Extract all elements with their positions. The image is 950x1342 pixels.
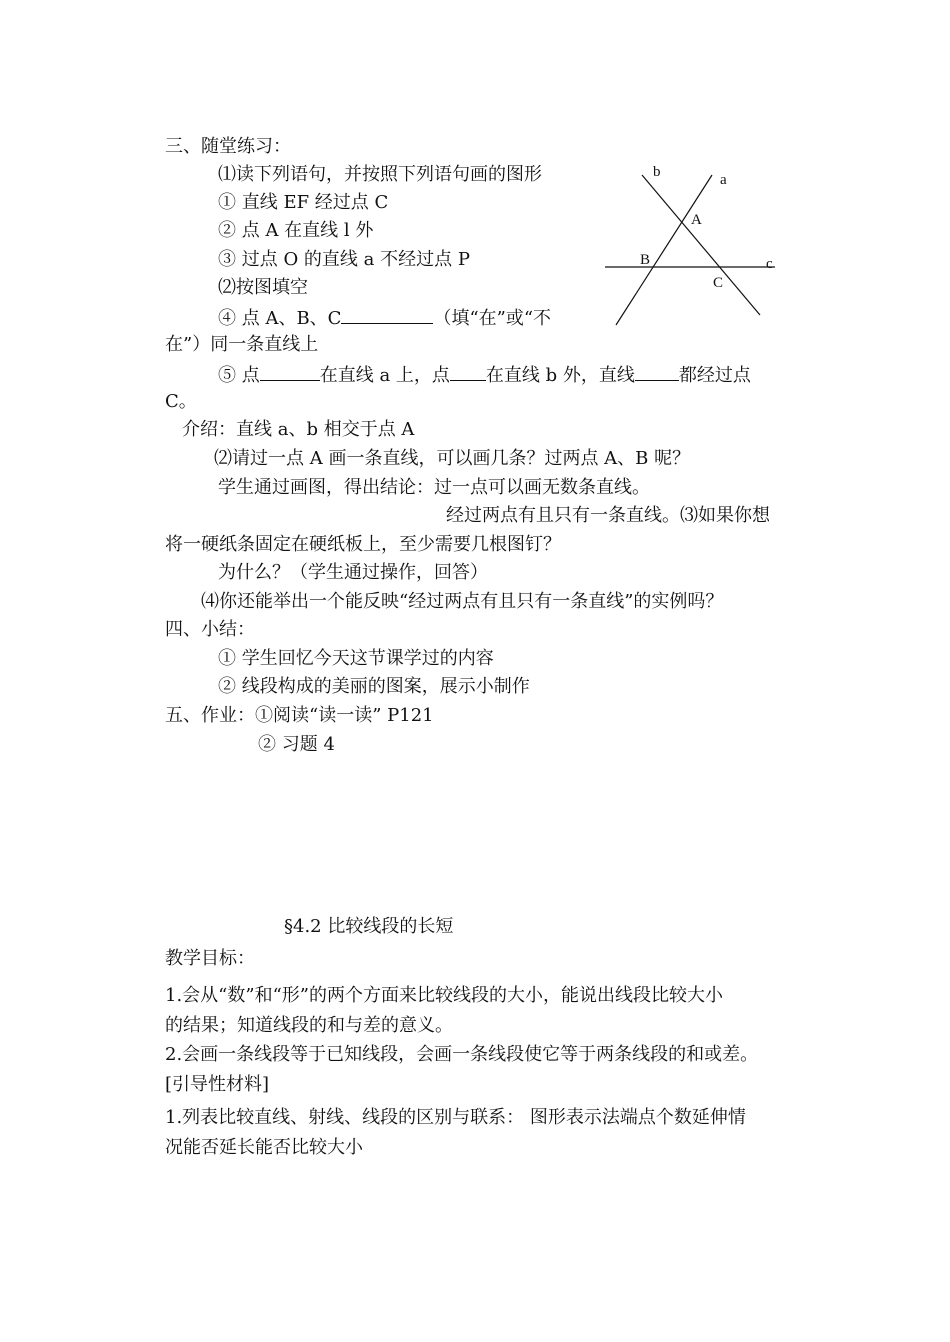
summary-item-1: ① 学生回忆今天这节课学过的内容: [218, 648, 494, 669]
exercise-2-prompt: ⑵按图填空: [218, 277, 308, 298]
goal-1-continued: 的结果；知道线段的和与差的意义。: [165, 1015, 453, 1036]
line-b: [642, 175, 760, 315]
item-5-text-2: 在直线 a 上，点: [319, 365, 450, 386]
material-1: 1.列表比较直线、射线、线段的区别与联系： 图形表示法端点个数延伸情: [165, 1107, 746, 1128]
intro-line-3: 学生通过画图，得出结论：过一点可以画无数条直线。: [218, 477, 650, 498]
homework-line-1: 五、作业：①阅读“读一读” P121: [165, 705, 434, 726]
exercise-2-item-5: [218, 362, 751, 388]
label-a: a: [720, 172, 727, 188]
section-4-heading: 四、小结：: [165, 619, 255, 640]
exercise-2-item-4: [218, 305, 551, 331]
answer-blank: [260, 362, 320, 381]
goal-1: 1.会从“数”和“形”的两个方面来比较线段的大小，能说出线段比较大小: [165, 985, 723, 1006]
intro-line-2: ⑵请过一点 A 画一条直线，可以画几条？过两点 A、B 呢？: [214, 448, 691, 469]
goal-2: 2.会画一条线段等于已知线段，会画一条线段使它等于两条线段的和或差。: [165, 1044, 759, 1065]
exercise-1-item-1: ① 直线 EF 经过点 C: [218, 192, 389, 213]
label-A: A: [691, 212, 702, 228]
exercise-2-item-4-hint: （填“在”或“不: [433, 308, 552, 329]
label-b: b: [653, 164, 661, 180]
materials-heading: [引导性材料]: [165, 1074, 270, 1095]
intro-line-6: 为什么？（学生通过操作，回答）: [218, 562, 488, 583]
exercise-2-item-4-text: ④ 点 A、B、C: [218, 308, 342, 329]
intersecting-lines-figure: [600, 160, 790, 330]
exercise-2-item-5-continued: C。: [165, 391, 197, 412]
intro-line-4: 经过两点有且只有一条直线。⑶如果你想: [446, 505, 770, 526]
intro-line-5: 将一硬纸条固定在硬纸板上，至少需要几根图钉？: [165, 534, 561, 555]
exercise-2-item-4-continued: 在”）同一条直线上: [165, 334, 319, 355]
goals-heading: 教学目标：: [165, 948, 255, 969]
item-5-text-1: ⑤ 点: [218, 365, 260, 386]
answer-blank: [635, 362, 679, 381]
exercise-1-item-2: ② 点 A 在直线 l 外: [218, 220, 374, 241]
section-3-heading: 三、随堂练习：: [165, 136, 291, 157]
line-a: [616, 175, 712, 325]
homework-line-2: ② 习题 4: [258, 734, 335, 755]
summary-item-2: ② 线段构成的美丽的图案，展示小制作: [218, 676, 530, 697]
item-5-text-4: 都经过点: [678, 365, 751, 386]
label-c: c: [766, 256, 773, 272]
item-5-text-3: 在直线 b 外，直线: [485, 365, 635, 386]
answer-blank: [341, 305, 433, 324]
intro-line-7: ⑷你还能举出一个能反映“经过两点有且只有一条直线”的实例吗？: [201, 591, 724, 612]
answer-blank: [450, 362, 486, 381]
lesson-title: §4.2 比较线段的长短: [284, 916, 454, 937]
exercise-1-prompt: ⑴读下列语句，并按照下列语句画的图形: [218, 164, 542, 185]
material-1-continued: 况能否延长能否比较大小: [165, 1137, 363, 1158]
intro-line-1: 介绍：直线 a、b 相交于点 A: [182, 419, 415, 440]
label-B: B: [640, 252, 651, 268]
exercise-1-item-3: ③ 过点 O 的直线 a 不经过点 P: [218, 249, 470, 270]
label-C: C: [713, 275, 724, 291]
